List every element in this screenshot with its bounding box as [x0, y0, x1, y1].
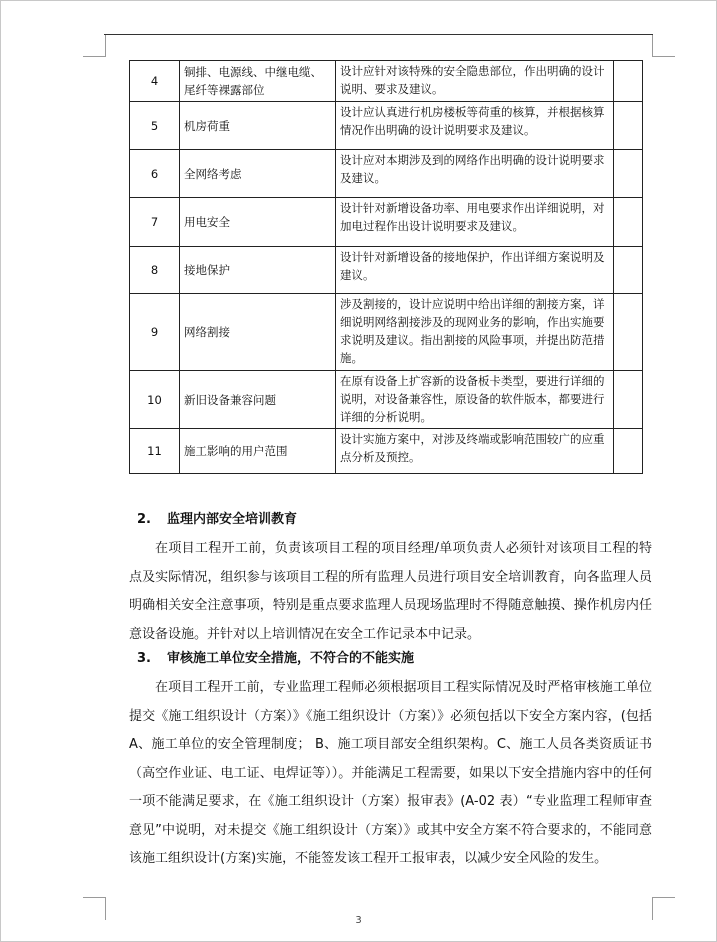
section-title: 审核施工单位安全措施，不符合的不能实施 — [167, 651, 415, 666]
section-heading — [137, 510, 297, 530]
row-number: 10 — [130, 371, 180, 429]
table-row — [130, 371, 643, 429]
safety-requirements-table — [129, 60, 643, 474]
row-remark — [614, 102, 643, 150]
row-description: 在原有设备上扩容新的设备板卡类型，要进行详细的说明，对设备兼容性，原设备的软件版本，都要进行详细的分析说明。 — [336, 371, 614, 429]
table-row — [130, 198, 643, 247]
section-heading — [137, 649, 414, 669]
row-item: 接地保护 — [180, 247, 336, 294]
row-remark — [614, 371, 643, 429]
row-description: 设计应对本期涉及到的网络作出明确的设计说明要求及建议。 — [336, 150, 614, 198]
row-remark — [614, 429, 643, 474]
row-remark — [614, 247, 643, 294]
row-number: 6 — [130, 150, 180, 198]
header-rule — [104, 34, 653, 35]
table-row — [130, 150, 643, 198]
row-number: 8 — [130, 247, 180, 294]
section-paragraph: 在项目工程开工前，专业监理工程师必须根据项目工程实际情况及时严格审核施工单位提交《施工组织设计（方案）》《施工组织设计（方案）》必须包括以下安全方案内容，(包括 A、施工单位的安全管理制度； B、施工项目部安全组织架构。C、施工人员各类资质证书（高空作业证、电工证、电焊证等））。并能满足工程需要，如果以下安全措施内容中的任何一项不能满足要求，在《施工组织设计（方案）报审表》(A-02 表）“专业监理工程师审查意见”中说明，对未提交《施工组织设计（方案）》或其中安全方案不符合要求的，不能同意该施工组织设计(方案)实施，不能签发该工程开工报审表，以减少安全风险的发生。 — [129, 680, 652, 866]
table-row — [130, 247, 643, 294]
row-number: 5 — [130, 102, 180, 150]
crop-mark-top-left — [83, 34, 106, 57]
row-description: 设计针对新增设备的接地保护，作出详细方案说明及建议。 — [336, 247, 614, 294]
crop-mark-top-right — [652, 34, 675, 57]
row-number: 4 — [130, 61, 180, 102]
row-item: 全网络考虑 — [180, 150, 336, 198]
row-remark — [614, 294, 643, 371]
row-number: 9 — [130, 294, 180, 371]
section-number: 2. — [137, 512, 151, 527]
row-remark — [614, 150, 643, 198]
table-row — [130, 294, 643, 371]
row-item: 新旧设备兼容问题 — [180, 371, 336, 429]
row-description: 设计针对新增设备功率、用电要求作出详细说明，对加电过程作出设计说明要求及建议。 — [336, 198, 614, 247]
row-description: 设计应认真进行机房楼板等荷重的核算，并根据核算情况作出明确的设计说明要求及建议。 — [336, 102, 614, 150]
row-item: 铜排、电源线、中继电缆、尾纤等裸露部位 — [180, 61, 336, 102]
row-remark — [614, 61, 643, 102]
section-paragraph: 在项目工程开工前，负责该项目工程的项目经理/单项负责人必须针对该项目工程的特点及实际情况，组织参与该项目工程的所有监理人员进行项目安全培训教育，向各监理人员明确相关安全注意事项，特别是重点要求监理人员现场监理时不得随意触摸、操作机房内任意设备设施。并针对以上培训情况在安全工作记录本中记录。 — [129, 541, 652, 642]
row-number: 7 — [130, 198, 180, 247]
row-item: 施工影响的用户范围 — [180, 429, 336, 474]
section-number: 3. — [137, 651, 151, 666]
table-row — [130, 61, 643, 102]
row-item: 机房荷重 — [180, 102, 336, 150]
row-description: 设计实施方案中，对涉及终端或影响范围较广的应重点分析及预控。 — [336, 429, 614, 474]
row-description: 涉及割接的，设计应说明中给出详细的割接方案，详细说明网络割接涉及的现网业务的影响，作出实施要求说明及建议。指出割接的风险事项，并提出防范措施。 — [336, 294, 614, 371]
table-row — [130, 429, 643, 474]
table-row — [130, 102, 643, 150]
section-title: 监理内部安全培训教育 — [167, 512, 298, 527]
page-number: 3 — [355, 915, 362, 926]
row-remark — [614, 198, 643, 247]
row-description: 设计应针对该特殊的安全隐患部位，作出明确的设计说明、要求及建议。 — [336, 61, 614, 102]
row-item: 网络割接 — [180, 294, 336, 371]
row-number: 11 — [130, 429, 180, 474]
row-item: 用电安全 — [180, 198, 336, 247]
